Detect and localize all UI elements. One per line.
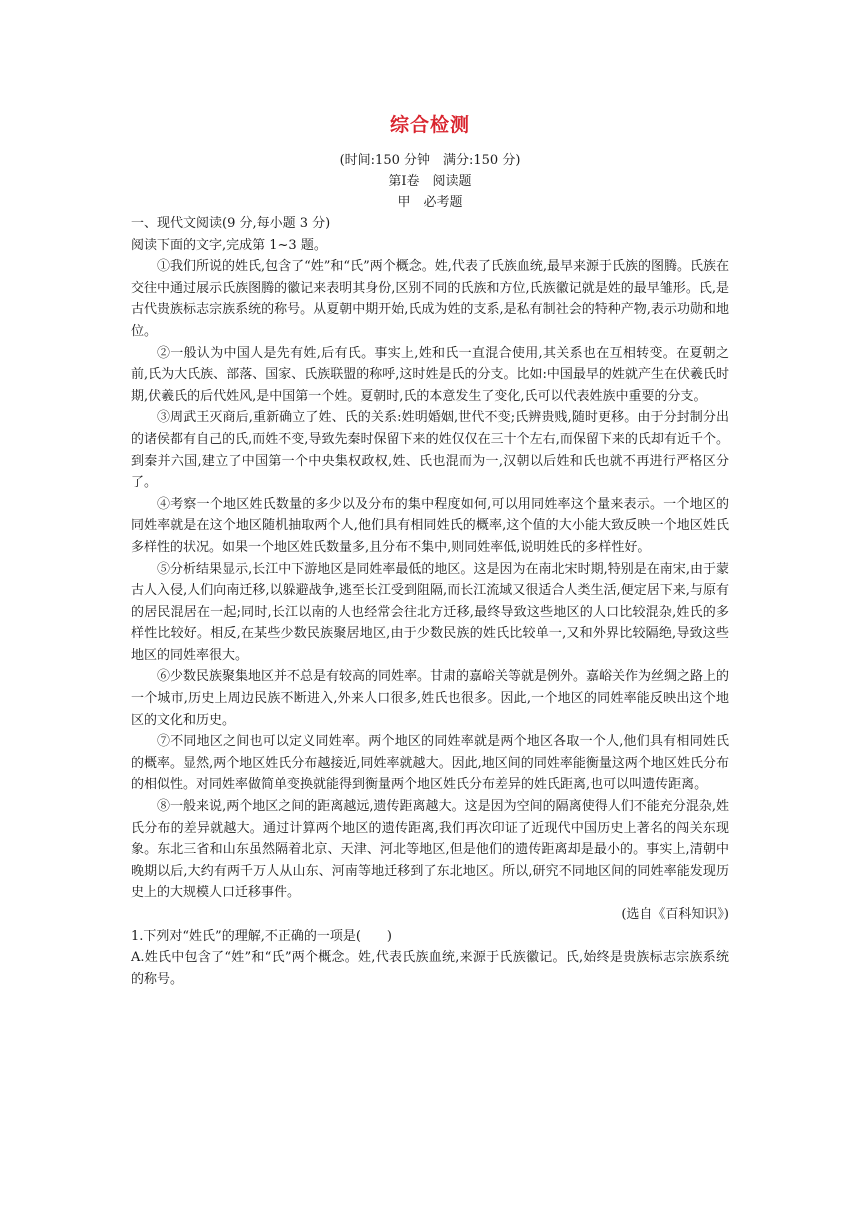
exam-meta: (时间:150 分钟 满分:150 分) — [339, 153, 521, 168]
passage-paragraph-8: ⑧一般来说,两个地区之间的距离越远,遗传距离越大。这是因为空间的隔离使得人们不能充分混杂,姓氏分布的差异就越大。通过计算两个地区的遗传距离,我们再次印证了近现代中国历史上著名的闯关东现象。东北三省和山东虽然隔着北京、天津、河北等地区,但是他们的遗传距离却是最小的。事实上,清朝中晚期以后,大约有两千万人从山东、河南等地迁移到了东北地区。所以,研究不同地区间的同姓率能发现历史上的大规模人口迁移事件。 — [131, 799, 729, 901]
passage-paragraph-2: ②一般认为中国人是先有姓,后有氏。事实上,姓和氏一直混合使用,其关系也在互相转变。在夏朝之前,氏为大氏族、部落、国家、氏族联盟的称呼,这时姓是氏的分支。比如:中国最早的姓就产生在伏羲氏时期,伏羲氏的后代姓风,是中国第一个姓。夏朝时,氏的本意发生了变化,氏可以代表姓族中重要的分支。 — [131, 345, 729, 404]
page-title: 综合检测 — [389, 114, 470, 136]
passage-paragraph-5: ⑤分析结果显示,长江中下游地区是同姓率最低的地区。这是因为在南北宋时期,特别是在南宋,由于蒙古人入侵,人们向南迁移,以躲避战争,逃至长江受到阻隔,而长江流域又很适合人类生活,便定居下来,与原有的居民混居在一起;同时,长江以南的人也经常会往北方迁移,最终导致这些地区的人口比较混杂,姓氏的多样性比较好。相反,在某些少数民族聚居地区,由于少数民族的姓氏比较单一,又和外界比较隔绝,导致这些地区的同姓率很大。 — [131, 561, 729, 663]
question-1-option-a: A.姓氏中包含了“姓”和“氏”两个概念。姓,代表氏族血统,来源于氏族徽记。氏,始终是贵族标志宗族系统的称号。 — [131, 950, 729, 987]
section-heading: 一、现代文阅读(9 分,每小题 3 分) — [131, 216, 331, 231]
passage-paragraph-7: ⑦不同地区之间也可以定义同姓率。两个地区的同姓率就是两个地区各取一个人,他们具有相同姓氏的概率。显然,两个地区姓氏分布越接近,同姓率就越大。因此,地区间的同姓率能衡量这两个地区姓氏分布的相似性。对同姓率做简单变换就能得到衡量两个地区姓氏分布差异的姓氏距离,也可以叫遗传距离。 — [131, 734, 729, 793]
passage-paragraph-1: ①我们所说的姓氏,包含了“姓”和“氏”两个概念。姓,代表了氏族血统,最早来源于氏族的图腾。氏族在交往中通过展示氏族图腾的徽记来表明其身份,区别不同的氏族和方位,氏族徽记就是姓的最早雏形。氏,是古代贵族标志宗族系统的称号。从夏朝中期开始,氏成为姓的支系,是私有制社会的特种产物,表示功勋和地位。 — [131, 259, 729, 339]
passage-paragraph-6: ⑥少数民族聚集地区并不总是有较高的同姓率。甘肃的嘉峪关等就是例外。嘉峪关作为丝绸之路上的一个城市,历史上周边民族不断进入,外来人口很多,姓氏也很多。因此,一个地区的同姓率能反映出这个地区的文化和历史。 — [131, 669, 730, 728]
reading-instruction: 阅读下面的文字,完成第 1~3 题。 — [131, 237, 327, 253]
passage-paragraph-3: ③周武王灭商后,重新确立了姓、氏的关系:姓明婚姻,世代不变;氏辨贵贱,随时更移。由于分封制分出的诸侯都有自己的氏,而姓不变,导致先秦时保留下来的姓仅仅在三十个左右,而保留下来的氏却有近千个。到秦并六国,建立了中国第一个中央集权政权,姓、氏也混而为一,汉朝以后姓和氏也就不再进行严格区分了。 — [131, 410, 729, 491]
question-1-stem: 1.下列对“姓氏”的理解,不正确的一项是( ) — [131, 928, 392, 944]
exam-page — [131, 112, 729, 990]
passage-paragraph-4: ④考察一个地区姓氏数量的多少以及分布的集中程度如何,可以用同姓率这个量来表示。一个地区的同姓率就是在这个地区随机抽取两个人,他们具有相同姓氏的概率,这个值的大小能大致反映一个地区姓氏多样性的状况。如果一个地区姓氏数量多,且分布不集中,则同姓率低,说明姓氏的多样性好。 — [131, 496, 729, 555]
passage-source: (选自《百科知识》) — [621, 907, 729, 922]
part-heading: 甲 必考题 — [397, 195, 463, 210]
volume-heading: 第Ⅰ卷 阅读题 — [388, 174, 472, 189]
